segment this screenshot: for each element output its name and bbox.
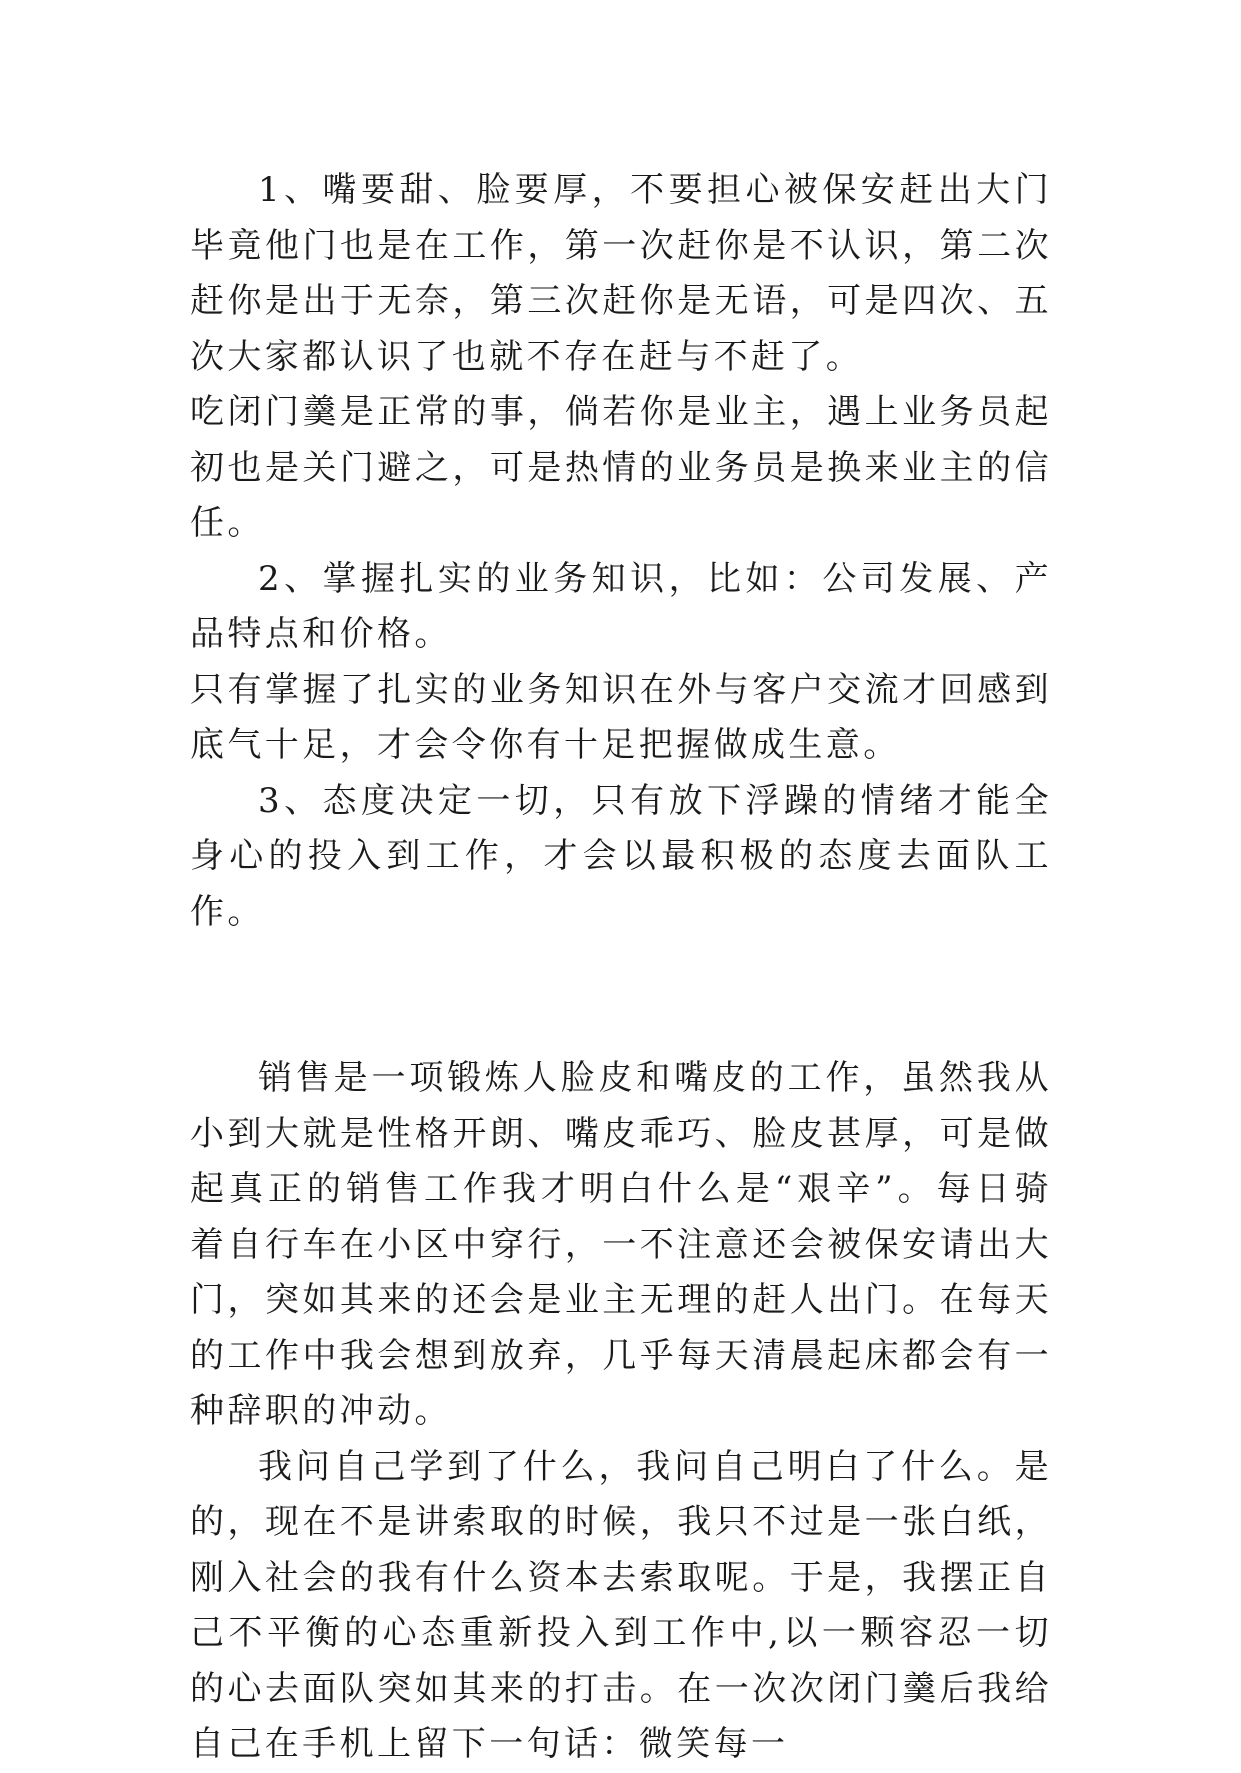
paragraph-3: 2、掌握扎实的业务知识，比如：公司发展、产品特点和价格。 — [190, 558, 1052, 654]
paragraph-gap — [190, 940, 1052, 1051]
paragraph-7: 我问自己学到了什么，我问自己明白了什么。是的，现在不是讲索取的时候，我只不过是一张白纸，刚入社会的我有什么资本去索取呢。于是，我摆正自己不平衡的心态重新投入到工作中,以一颗容忍一切的心去面队突如其来的打击。在一次次闭门羹后我给自己在手机上留下一句话：微笑每一 — [190, 1446, 1052, 1764]
paragraph-2: 吃闭门羹是正常的事，倘若你是业主，遇上业务员起初也是关门避之，可是热情的业务员是换来业主的信任。 — [190, 392, 1052, 543]
paragraph-1: 1、嘴要甜、脸要厚，不要担心被保安赶出大门毕竟他门也是在工作，第一次赶你是不认识，第二次赶你是出于无奈，第三次赶你是无语，可是四次、五次大家都认识了也就不存在赶与不赶了。 — [190, 170, 1052, 377]
paragraph-4: 只有掌握了扎实的业务知识在外与客户交流才回感到底气十足，才会令你有十足把握做成生意。 — [190, 669, 1052, 765]
paragraph-5: 3、态度决定一切，只有放下浮躁的情绪才能全身心的投入到工作，才会以最积极的态度去面队工作。 — [190, 780, 1052, 932]
paragraph-6: 销售是一项锻炼人脸皮和嘴皮的工作，虽然我从小到大就是性格开朗、嘴皮乖巧、脸皮甚厚，可是做起真正的销售工作我才明白什么是“艰辛”。每日骑着自行车在小区中穿行，一不注意还会被保安请出大门，突如其来的还会是业主无理的赶人出门。在每天的工作中我会想到放弃，几乎每天清晨起床都会有一种辞职的冲动。 — [190, 1058, 1052, 1431]
document-body — [190, 163, 1052, 1773]
